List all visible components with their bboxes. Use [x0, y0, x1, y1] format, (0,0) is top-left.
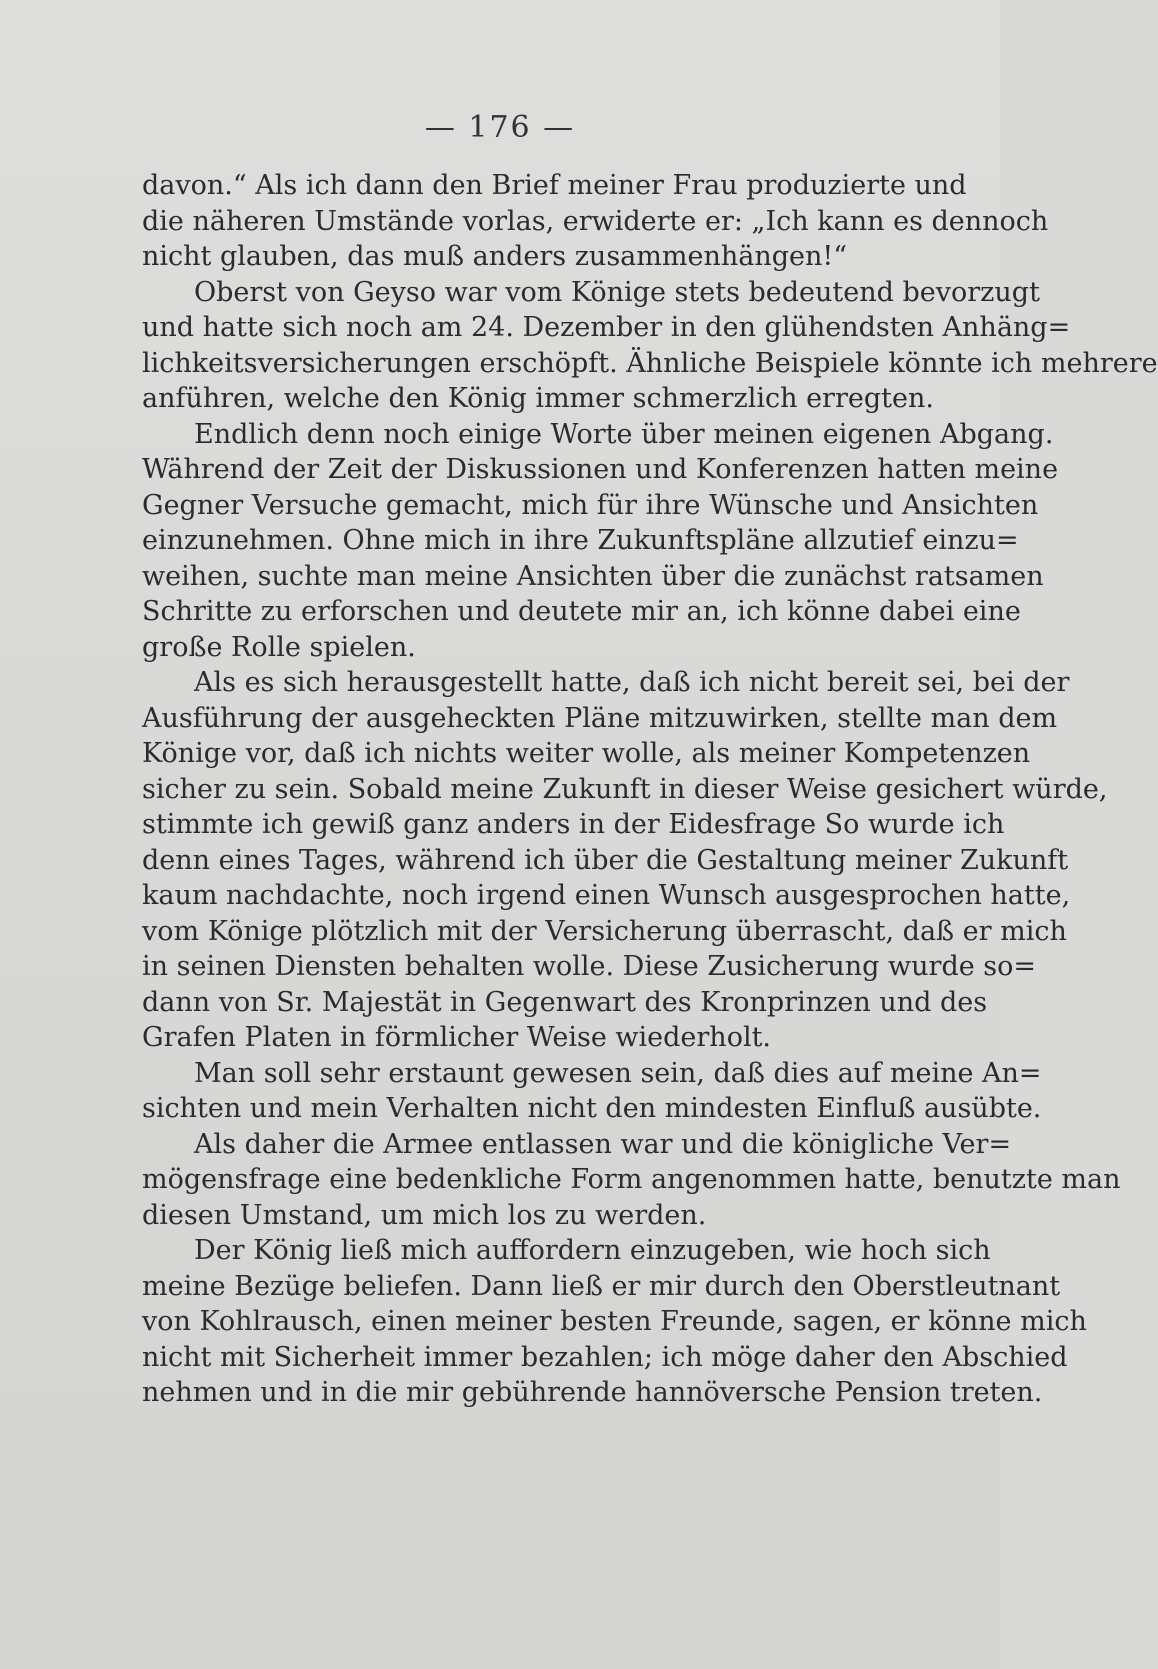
text-line: sicher zu sein. Sobald meine Zukunft in dieser Weise gesichert würde, [142, 773, 1108, 805]
text-line: davon.“ Als ich dann den Brief meiner Frau produzierte und [142, 170, 967, 201]
text-line: sichten und mein Verhalten nicht den mindesten Einfluß ausübte. [142, 1093, 1042, 1124]
body-text [142, 168, 1158, 1411]
text-line: Oberst von Geyso war vom Könige stets bedeutend bevorzugt [194, 276, 1040, 308]
text-line: nicht glauben, das muß anders zusammenhängen!“ [142, 241, 848, 272]
text-line: weihen, suchte man meine Ansichten über die zunächst ratsamen [142, 560, 1044, 592]
text-line: stimmte ich gewiß ganz anders in der Eidesfrage So wurde ich [142, 809, 1005, 840]
text-line: mögensfrage eine bedenkliche Form angenommen hatte, benutzte man [142, 1164, 1121, 1195]
text-line: Endlich denn noch einige Worte über meinen eigenen Abgang. [194, 418, 1054, 450]
text-line: Könige vor, daß ich nichts weiter wolle, als meiner Kompetenzen [142, 738, 1031, 769]
paragraph [142, 665, 1108, 1056]
text-line: lichkeitsversicherungen erschöpft. Ähnliche Beispiele könnte ich mehrere [142, 347, 1158, 379]
paragraph [142, 275, 1158, 417]
text-line: nehmen und in die mir gebührende hannöversche Pension treten. [142, 1377, 1043, 1408]
text-line: Der König ließ mich auffordern einzugeben, wie hoch sich [194, 1235, 991, 1266]
text-line: anführen, welche den König immer schmerzlich erregten. [142, 383, 934, 414]
text-line: diesen Umstand, um mich los zu werden. [142, 1199, 707, 1231]
text-line: Man soll sehr erstaunt gewesen sein, daß dies auf meine An= [194, 1057, 1042, 1089]
text-line: Gegner Versuche gemacht, mich für ihre Wünsche und Ansichten [142, 489, 1039, 521]
text-line: denn eines Tages, während ich über die Gestaltung meiner Zukunft [142, 844, 1069, 876]
text-line: Als es sich herausgestellt hatte, daß ich nicht bereit sei, bei der [194, 667, 1070, 698]
paragraph [142, 1056, 1042, 1127]
paragraph [142, 1233, 1087, 1411]
text-line: dann von Sr. Majestät in Gegenwart des Kronprinzen und des [142, 986, 988, 1018]
text-line: vom Könige plötzlich mit der Versicherung überrascht, daß er mich [142, 915, 1067, 947]
text-line: nicht mit Sicherheit immer bezahlen; ich möge daher den Abschied [142, 1341, 1068, 1373]
text-line: Ausführung der ausgeheckten Pläne mitzuwirken, stellte man dem [142, 702, 1058, 734]
text-line: Während der Zeit der Diskussionen und Konferenzen hatten meine [142, 454, 1059, 485]
text-line: Schritte zu erforschen und deutete mir an, ich könne dabei eine [142, 596, 1021, 627]
paragraph [142, 1127, 1121, 1234]
text-line: meine Bezüge beliefen. Dann ließ er mir durch den Oberstleutnant [142, 1270, 1061, 1302]
text-line: Grafen Platen in förmlicher Weise wiederholt. [142, 1022, 772, 1053]
text-line: in seinen Diensten behalten wolle. Diese Zusicherung wurde so= [142, 951, 1037, 982]
page-number: — 176 — [424, 110, 576, 145]
text-line: einzunehmen. Ohne mich in ihre Zukunftspläne allzutief einzu= [142, 525, 1019, 556]
text-line: die näheren Umstände vorlas, erwiderte er: „Ich kann es dennoch [142, 205, 1049, 237]
text-line: und hatte sich noch am 24. Dezember in den glühendsten Anhäng= [142, 312, 1071, 343]
paragraph [142, 417, 1059, 666]
text-line: von Kohlrausch, einen meiner besten Freunde, sagen, er könne mich [142, 1306, 1087, 1337]
paragraph [142, 168, 1049, 275]
text-line: große Rolle spielen. [142, 631, 416, 663]
text-line: kaum nachdachte, noch irgend einen Wunsch ausgesprochen hatte, [142, 880, 1071, 911]
text-line: Als daher die Armee entlassen war und die königliche Ver= [194, 1128, 1012, 1160]
